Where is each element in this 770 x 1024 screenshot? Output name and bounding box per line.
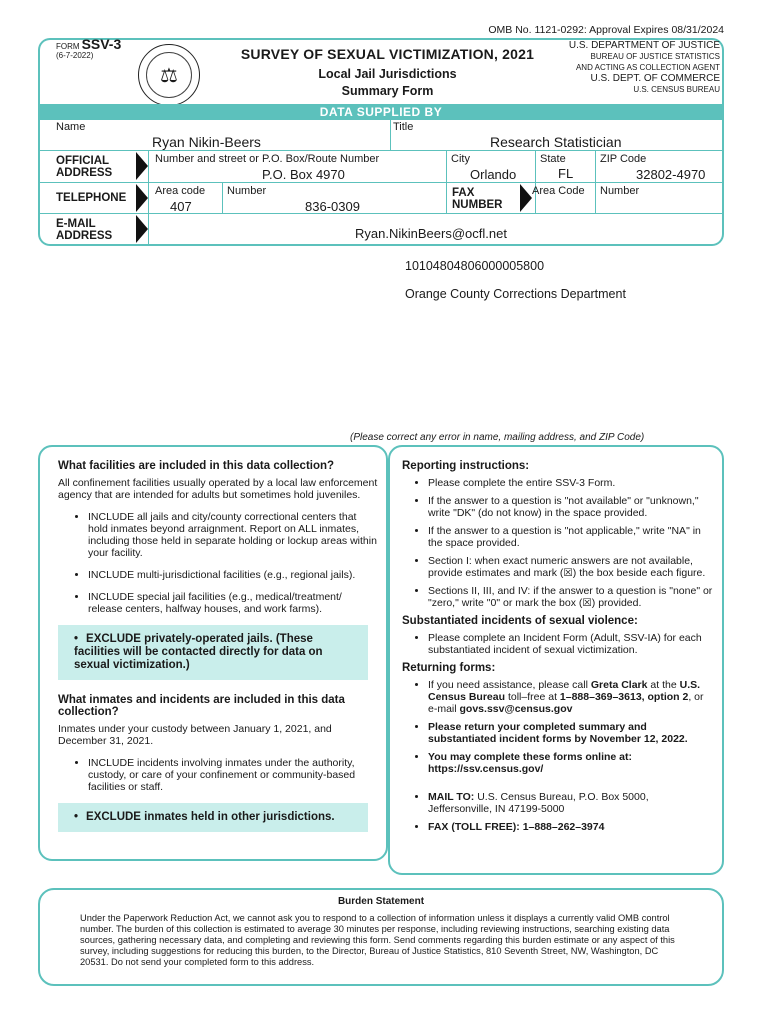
form-date: (6-7-2022) — [56, 51, 94, 60]
exclude-private-note: • EXCLUDE privately-operated jails. (These facilities will be contacted directly for data on sexual victimization.) — [58, 625, 368, 680]
arrow-icon — [136, 184, 148, 212]
arrow-icon — [520, 184, 532, 212]
right-column — [402, 460, 714, 839]
instruction-1: • Please complete the entire SSV-3 Form. — [428, 477, 714, 489]
agency-commerce: U.S. DEPT. OF COMMERCE — [590, 73, 720, 84]
correction-note: (Please correct any error in name, mailing address, and ZIP Code) — [350, 432, 645, 443]
exclude-other-text: EXCLUDE inmates held in other jurisdictions. — [86, 811, 335, 823]
inmates-question: What inmates and incidents are included in this data collection? — [58, 694, 345, 718]
data-supplied-band: DATA SUPPLIED BY — [38, 104, 724, 120]
phone-link[interactable]: 1–888–369–3613, option 2 — [559, 691, 689, 703]
fax-number-label: Number — [600, 185, 640, 197]
city-label: City — [451, 153, 470, 165]
substantiated-heading: Substantiated incidents of sexual violence: — [402, 615, 638, 627]
title-field[interactable]: Research Statistician — [490, 134, 622, 150]
facilities-question: What facilities are included in this data collection? — [58, 460, 335, 472]
street-field[interactable]: P.O. Box 4970 — [262, 167, 345, 182]
online-link[interactable]: • You may complete these forms online at: https://ssv.census.gov/ — [428, 751, 714, 775]
arrow-icon — [136, 215, 148, 243]
telephone-label: TELEPHONE — [56, 192, 127, 204]
arrow-icon — [136, 152, 148, 180]
inmates-text: Inmates under your custody between January 1, 2021, and December 31, 2021. — [58, 723, 332, 747]
agency-collection: AND ACTING AS COLLECTION AGENT — [575, 63, 720, 72]
include-jails: • INCLUDE all jails and city/county correctional centers that hold inmates beyond arraignment. Report on ALL inmates, including those held in separate holding or lockup areas within your facility. — [88, 511, 378, 559]
instruction-6: • Please complete an Incident Form (Adult, SSV-IA) for each substantiated incident of sexual victimization. — [428, 632, 714, 656]
form-code: SSV-3 — [81, 36, 122, 52]
state-label: State — [540, 153, 566, 165]
include-multijurisdictional: • INCLUDE multi-jurisdictional facilities (e.g., regional jails). — [88, 569, 378, 581]
burden-statement — [38, 888, 724, 986]
include-incidents: • INCLUDE incidents involving inmates under the authority, custody, or care of your confinement or community-based facilities or staff. — [88, 757, 378, 793]
doj-seal-icon: ⚖ — [138, 44, 200, 106]
city-field[interactable]: Orlando — [470, 167, 517, 182]
title-label: Title — [393, 121, 414, 133]
phone-number-label: Number — [227, 185, 267, 197]
omb-approval: OMB No. 1121-0292: Approval Expires 08/31/2024 — [488, 24, 724, 36]
fax-toll-free: • FAX (TOLL FREE): 1–888–262–3974 — [428, 821, 714, 833]
email-field[interactable]: Ryan.NikinBeers@ocfl.net — [355, 226, 507, 241]
burden-text: Under the Paperwork Reduction Act, we cannot ask you to respond to a collection of information unless it displays a currently valid OMB control number. The burden of this collection is estimated to average 30 minutes per response, including reviewing instructions, searching existing data sources, gathering necessary data, and completing and reviewing this form. Send comments regarding this burden estimate or any aspect of this survey, including suggestions for reducing this burden, to the Director, Bureau of Justice Statistics, 810 Seventh Street, NW, Washington, DC 20531. Do not send your completed form to this address. — [80, 913, 675, 967]
instruction-2: • If the answer to a question is "not available" or "unknown," write "DK" (do not know) in the space provided. — [428, 495, 714, 519]
include-special: • INCLUDE special jail facilities (e.g., medical/treatment/ release centers, halfway houses, and work farms). — [88, 591, 378, 615]
zip-label: ZIP Code — [600, 153, 647, 165]
burden-title: Burden Statement — [337, 896, 425, 907]
name-label: Name — [56, 121, 86, 133]
area-code-label: Area code — [155, 185, 206, 197]
form-id — [56, 36, 122, 60]
agency-census: U.S. CENSUS BUREAU — [633, 85, 720, 94]
email-link[interactable]: govs.ssv@census.gov — [459, 703, 573, 715]
email-label: E-MAIL ADDRESS — [56, 218, 113, 242]
left-column — [58, 460, 378, 832]
title-line3: Summary Form — [341, 84, 434, 98]
exclude-other-note: • EXCLUDE inmates held in other jurisdictions. — [58, 803, 368, 832]
form-prefix: FORM — [56, 42, 80, 51]
department-name: Orange County Corrections Department — [405, 287, 626, 301]
phone-number-field[interactable]: 836-0309 — [305, 199, 360, 214]
name-field[interactable]: Ryan Nikin-Beers — [152, 134, 261, 150]
agency-doj: U.S. DEPARTMENT OF JUSTICE — [568, 40, 720, 51]
title-line1: SURVEY OF SEXUAL VICTIMIZATION, 2021 — [240, 46, 535, 62]
agency-bjs: BUREAU OF JUSTICE STATISTICS — [590, 52, 720, 61]
returning-heading: Returning forms: — [402, 662, 496, 674]
return-deadline: • Please return your completed summary and substantiated incident forms by November 12, 2022. — [428, 721, 714, 745]
state-field[interactable]: FL — [558, 166, 574, 181]
exclude-private-text: EXCLUDE privately-operated jails. (These facilities will be contacted directly for data on sexual victimization.) — [74, 633, 323, 671]
official-address-label: OFFICIAL ADDRESS — [56, 155, 113, 179]
mail-to: • MAIL TO: U.S. Census Bureau, P.O. Box 5000, Jeffersonville, IN 47199-5000 — [428, 791, 714, 815]
fax-label: FAX NUMBER — [452, 187, 503, 211]
title-line2: Local Jail Jurisdictions — [318, 67, 457, 81]
instruction-4: • Section I: when exact numeric answers are not available, provide estimates and mark (☒) the box beside each figure. — [428, 555, 714, 579]
area-code-field[interactable]: 407 — [170, 199, 192, 214]
instruction-5: • Sections II, III, and IV: if the answer to a question is "none" or "zero," write "0" or mark the box (☒) provided. — [428, 585, 714, 609]
instruction-3: • If the answer to a question is "not applicable," write "NA" in the space provided. — [428, 525, 714, 549]
agency-block — [569, 40, 720, 95]
zip-field[interactable]: 32802-4970 — [636, 167, 706, 182]
facilities-text: All confinement facilities usually operated by a local law enforcement agency that are intended for adults but sometimes hold juveniles. — [58, 477, 378, 501]
assistance-item: • If you need assistance, please call Greta Clark at the U.S. Census Bureau toll–free at 1–888–369–3613, option 2, or e-mail govs.ssv@census.gov — [428, 679, 714, 715]
facility-id: 10104804806000005800 — [405, 259, 545, 273]
street-label: Number and street or P.O. Box/Route Number — [155, 153, 380, 165]
form-title — [210, 46, 565, 100]
fax-area-label: Area Code — [532, 185, 585, 197]
reporting-heading: Reporting instructions: — [402, 460, 530, 472]
